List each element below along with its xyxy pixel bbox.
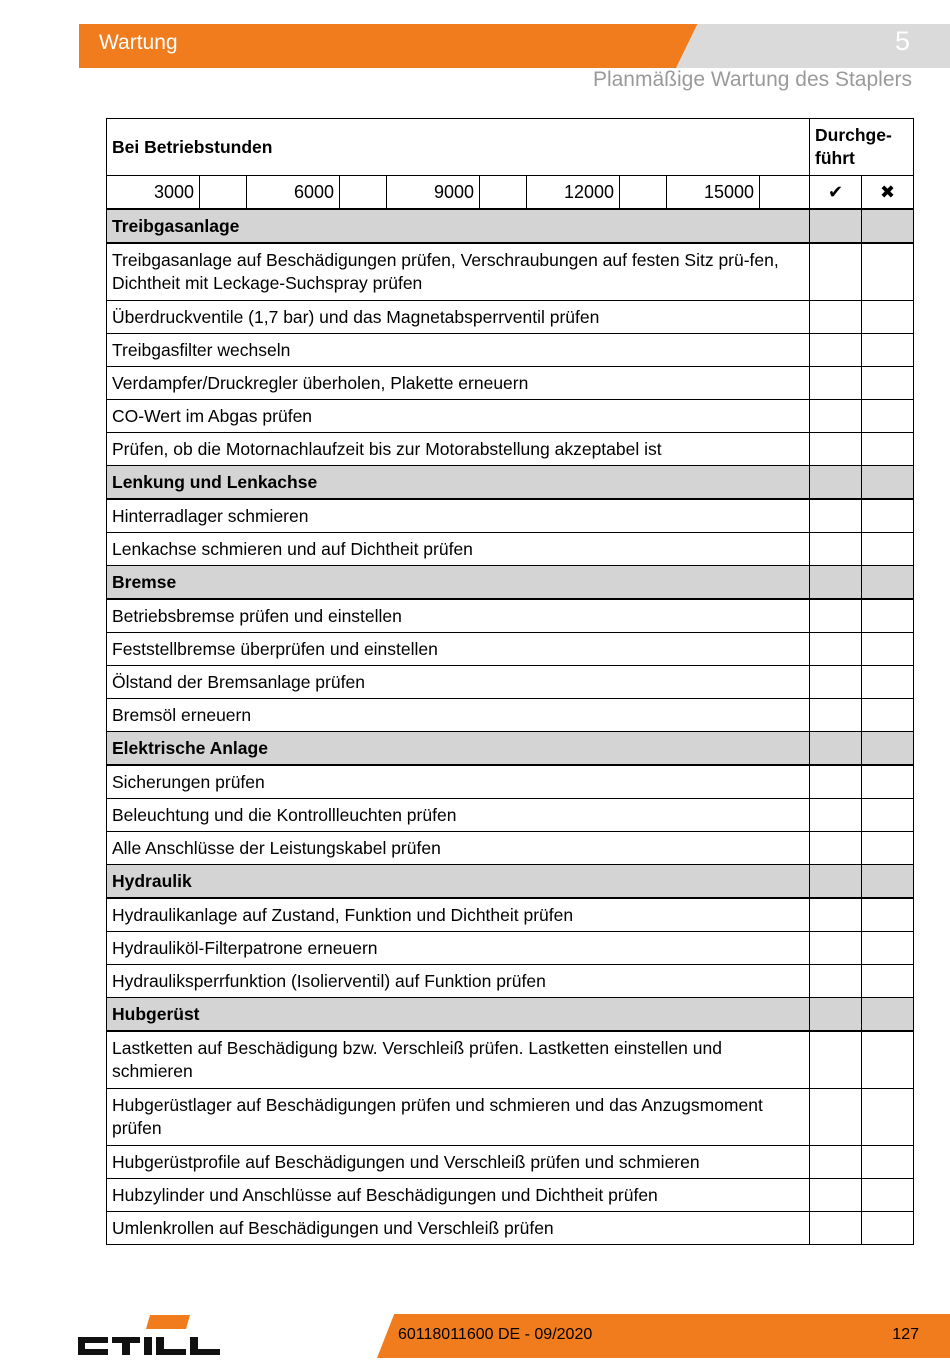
done-checkbox[interactable] (810, 1179, 862, 1212)
table-row (107, 301, 914, 334)
section-title: Bremse (107, 566, 810, 600)
check-icon: ✔ (810, 176, 862, 210)
task-text: Überdruckventile (1,7 bar) und das Magnetabsperrventil prüfen (107, 301, 810, 334)
task-text: Lastketten auf Beschädigung bzw. Verschleiß prüfen. Lastketten einstellen und schmieren (107, 1031, 810, 1089)
done-checkbox[interactable] (810, 965, 862, 998)
not-done-checkbox[interactable] (862, 965, 914, 998)
not-done-checkbox[interactable] (862, 666, 914, 699)
maintenance-table (106, 118, 914, 1245)
done-checkbox[interactable] (810, 765, 862, 799)
table-row (107, 533, 914, 566)
task-text: Beleuchtung und die Kontrollleuchten prüfen (107, 799, 810, 832)
done-checkbox[interactable] (810, 433, 862, 466)
table-row (107, 1212, 914, 1245)
hours-value: 6000 (247, 176, 340, 208)
section-empty-cell (862, 732, 914, 766)
table-row (107, 799, 914, 832)
done-checkbox[interactable] (810, 301, 862, 334)
done-checkbox[interactable] (810, 1089, 862, 1146)
table-row (107, 367, 914, 400)
hours-value: 15000 (667, 176, 760, 208)
done-checkbox[interactable] (810, 799, 862, 832)
hours-value: 12000 (527, 176, 620, 208)
done-checkbox[interactable] (810, 243, 862, 301)
section-empty-cell (862, 466, 914, 500)
section-row (107, 566, 914, 600)
table-row (107, 932, 914, 965)
section-empty-cell (810, 566, 862, 600)
not-done-checkbox[interactable] (862, 799, 914, 832)
done-checkbox[interactable] (810, 1212, 862, 1245)
not-done-checkbox[interactable] (862, 400, 914, 433)
not-done-checkbox[interactable] (862, 301, 914, 334)
hours-empty-cell (480, 176, 527, 208)
not-done-checkbox[interactable] (862, 533, 914, 566)
table-row (107, 832, 914, 865)
table-row (107, 243, 914, 301)
not-done-checkbox[interactable] (862, 1179, 914, 1212)
task-text: Umlenkrollen auf Beschädigungen und Verschleiß prüfen (107, 1212, 810, 1245)
done-checkbox[interactable] (810, 1146, 862, 1179)
task-text: Ölstand der Bremsanlage prüfen (107, 666, 810, 699)
hours-value: 3000 (107, 176, 200, 208)
done-checkbox[interactable] (810, 832, 862, 865)
task-text: Hydrauliksperrfunktion (Isolierventil) auf Funktion prüfen (107, 965, 810, 998)
task-text: Bremsöl erneuern (107, 699, 810, 732)
not-done-checkbox[interactable] (862, 699, 914, 732)
table-row (107, 765, 914, 799)
hours-empty-cell (200, 176, 247, 208)
section-row (107, 998, 914, 1032)
done-checkbox[interactable] (810, 898, 862, 932)
table-row (107, 334, 914, 367)
not-done-checkbox[interactable] (862, 1089, 914, 1146)
not-done-checkbox[interactable] (862, 765, 914, 799)
not-done-checkbox[interactable] (862, 334, 914, 367)
section-title: Treibgasanlage (107, 209, 810, 243)
done-checkbox[interactable] (810, 367, 862, 400)
section-empty-cell (810, 998, 862, 1032)
not-done-checkbox[interactable] (862, 932, 914, 965)
not-done-checkbox[interactable] (862, 367, 914, 400)
task-text: Betriebsbremse prüfen und einstellen (107, 599, 810, 633)
cross-icon: ✖ (862, 176, 914, 210)
task-text: Hydraulikanlage auf Zustand, Funktion und Dichtheit prüfen (107, 898, 810, 932)
task-text: Hubgerüstprofile auf Beschädigungen und Verschleiß prüfen und schmieren (107, 1146, 810, 1179)
table-row (107, 1031, 914, 1089)
section-row (107, 732, 914, 766)
task-text: Treibgasanlage auf Beschädigungen prüfen, Verschraubungen auf festen Sitz prü-fen, Dichtheit mit Leckage-Suchspray prüfen (107, 243, 810, 301)
done-checkbox[interactable] (810, 932, 862, 965)
section-empty-cell (810, 209, 862, 243)
hours-empty-cell (760, 176, 807, 208)
section-empty-cell (810, 466, 862, 500)
done-label-line1: Durchge- (815, 125, 892, 145)
section-title: Hubgerüst (107, 998, 810, 1032)
task-text: Lenkachse schmieren und auf Dichtheit prüfen (107, 533, 810, 566)
task-text: Alle Anschlüsse der Leistungskabel prüfen (107, 832, 810, 865)
done-checkbox[interactable] (810, 599, 862, 633)
table-row (107, 499, 914, 533)
done-checkbox[interactable] (810, 1031, 862, 1089)
table-row (107, 433, 914, 466)
done-label-line2: führt (815, 148, 855, 168)
task-text: Feststellbremse überprüfen und einstellen (107, 633, 810, 666)
section-empty-cell (810, 732, 862, 766)
not-done-checkbox[interactable] (862, 1212, 914, 1245)
section-empty-cell (862, 209, 914, 243)
section-row (107, 865, 914, 899)
chapter-title: Wartung (99, 31, 178, 54)
section-empty-cell (862, 566, 914, 600)
task-text: CO-Wert im Abgas prüfen (107, 400, 810, 433)
not-done-checkbox[interactable] (862, 599, 914, 633)
hours-label: Bei Betriebstunden (107, 119, 810, 176)
table-row (107, 965, 914, 998)
task-text: Hubgerüstlager auf Beschädigungen prüfen und schmieren und das Anzugsmoment prüfen (107, 1089, 810, 1146)
not-done-checkbox[interactable] (862, 1031, 914, 1089)
done-checkbox[interactable] (810, 533, 862, 566)
table-row (107, 1146, 914, 1179)
table-row (107, 666, 914, 699)
table-row (107, 633, 914, 666)
done-checkbox[interactable] (810, 666, 862, 699)
not-done-checkbox[interactable] (862, 433, 914, 466)
not-done-checkbox[interactable] (862, 1146, 914, 1179)
done-checkbox[interactable] (810, 699, 862, 732)
section-empty-cell (810, 865, 862, 899)
hours-value: 9000 (387, 176, 480, 208)
not-done-checkbox[interactable] (862, 898, 914, 932)
section-empty-cell (862, 998, 914, 1032)
done-checkbox[interactable] (810, 499, 862, 533)
page-subtitle: Planmäßige Wartung des Staplers (592, 68, 912, 91)
hours-empty-cell (340, 176, 387, 208)
done-label (810, 119, 914, 176)
task-text: Hydrauliköl-Filterpatrone erneuern (107, 932, 810, 965)
table-row (107, 1179, 914, 1212)
section-title: Hydraulik (107, 865, 810, 899)
still-logo (78, 1315, 240, 1359)
task-text: Prüfen, ob die Motornachlaufzeit bis zur Motorabstellung akzeptabel ist (107, 433, 810, 466)
document-number: 60118011600 DE - 09/2020 (398, 1326, 593, 1343)
section-row (107, 466, 914, 500)
done-checkbox[interactable] (810, 334, 862, 367)
task-text: Treibgasfilter wechseln (107, 334, 810, 367)
not-done-checkbox[interactable] (862, 243, 914, 301)
done-checkbox[interactable] (810, 400, 862, 433)
table-row (107, 400, 914, 433)
not-done-checkbox[interactable] (862, 499, 914, 533)
chapter-number: 5 (895, 26, 911, 56)
table-row (107, 1089, 914, 1146)
task-text: Hinterradlager schmieren (107, 499, 810, 533)
hours-empty-cell (620, 176, 667, 208)
done-checkbox[interactable] (810, 633, 862, 666)
not-done-checkbox[interactable] (862, 633, 914, 666)
section-row (107, 209, 914, 243)
task-text: Sicherungen prüfen (107, 765, 810, 799)
section-title: Lenkung und Lenkachse (107, 466, 810, 500)
table-row (107, 898, 914, 932)
hours-row (107, 176, 810, 210)
task-text: Verdampfer/Druckregler überholen, Plakette erneuern (107, 367, 810, 400)
not-done-checkbox[interactable] (862, 832, 914, 865)
section-empty-cell (862, 865, 914, 899)
task-text: Hubzylinder und Anschlüsse auf Beschädigungen und Dichtheit prüfen (107, 1179, 810, 1212)
table-row (107, 599, 914, 633)
page-number: 127 (892, 1326, 919, 1343)
section-title: Elektrische Anlage (107, 732, 810, 766)
table-row (107, 699, 914, 732)
